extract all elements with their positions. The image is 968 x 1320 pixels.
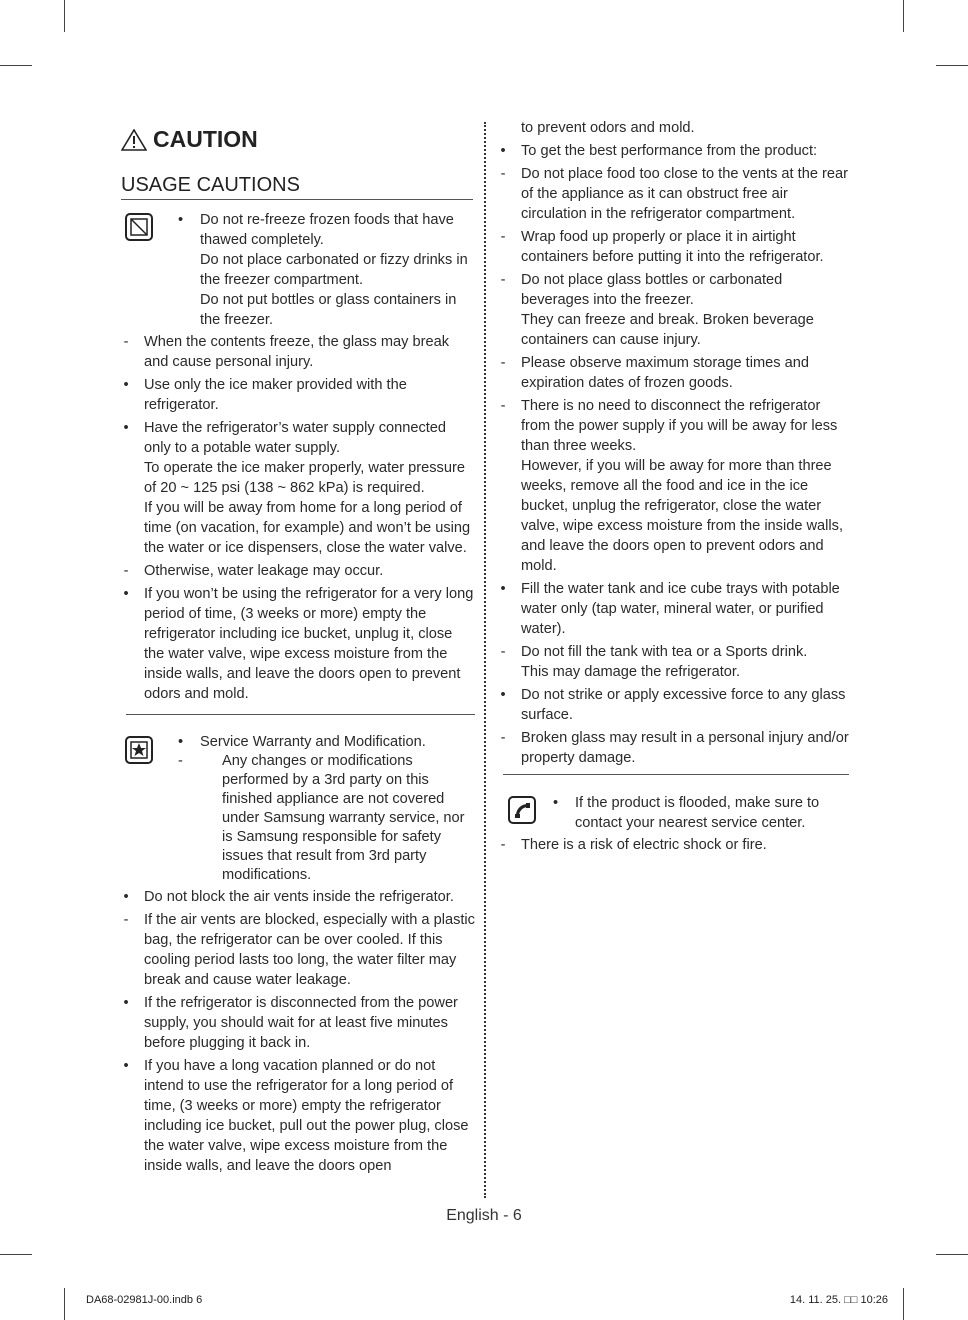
warranty-note xyxy=(120,733,475,885)
crop-mark xyxy=(0,65,32,66)
list-item: • If you won’t be using the refrigerator for a very long period of time, (3 weeks or more) empty the refrigerator including ice bucket, unplug it, close the water valve, wipe excess moisture from the inside walls, and leave the doors open to prevent odors and mold. xyxy=(123,586,474,702)
note-line: Service Warranty and Modification. xyxy=(200,734,426,750)
list-item: • Do not block the air vents inside the refrigerator. xyxy=(123,889,454,905)
list-item: - There is no need to disconnect the refrigerator from the power supply if you will be away for less than three weeks. xyxy=(500,398,838,454)
paragraph: This may damage the refrigerator. xyxy=(521,664,741,680)
list-item: • Have the refrigerator’s water supply connected only to a potable water supply. xyxy=(123,420,447,456)
note-line: Do not place carbonated or fizzy drinks in the freezer compartment. xyxy=(200,252,468,288)
section-title: USAGE CAUTIONS xyxy=(121,174,473,200)
note-line: Do not put bottles or glass containers in the freezer. xyxy=(200,292,457,328)
list-item: • To get the best performance from the product: xyxy=(500,143,818,159)
prohibition-note xyxy=(120,210,475,330)
note-line: If the product is flooded, make sure to contact your nearest service center. xyxy=(575,795,820,831)
note-line: Do not re-freeze frozen foods that have thawed completely. xyxy=(200,212,454,248)
list-item: - Do not place glass bottles or carbonated beverages into the freezer. xyxy=(500,272,783,308)
list-item: - Do not fill the tank with tea or a Sports drink. xyxy=(500,644,808,660)
paragraph: to prevent odors and mold. xyxy=(521,120,695,136)
list-item: • If you have a long vacation planned or do not intend to use the refrigerator for a long period of time, (3 weeks or more) empty the refrigerator including ice bucket, pull out the power plug, close the water valve, wipe excess moisture from the inside walls, and leave the doors open xyxy=(123,1058,469,1174)
crop-mark xyxy=(0,1254,32,1255)
file-imprint: DA68-02981J-00.indb 6 xyxy=(86,1294,203,1306)
separator xyxy=(503,774,849,775)
left-column xyxy=(120,210,475,1179)
bullet-mark: • xyxy=(553,795,559,811)
paragraph: They can freeze and break. Broken beverage containers can cause injury. xyxy=(521,312,814,348)
caution-heading xyxy=(121,126,258,153)
crop-mark xyxy=(903,0,904,32)
list-item: • Use only the ice maker provided with the refrigerator. xyxy=(123,377,407,413)
list-item: - Broken glass may result in a personal injury and/or property damage. xyxy=(500,730,849,766)
list-item: • Fill the water tank and ice cube trays with potable water only (tap water, mineral water, or purified water). xyxy=(500,581,840,637)
list-item: - When the contents freeze, the glass may break and cause personal injury. xyxy=(123,334,450,370)
separator xyxy=(126,714,475,715)
list-item: • If the refrigerator is disconnected from the power supply, you should wait for at least five minutes before plugging it back in. xyxy=(123,995,458,1051)
list-item: - Otherwise, water leakage may occur. xyxy=(123,563,384,579)
paragraph: If you will be away from home for a long period of time (on vacation, for example) and won’t be using the water or ice dispensers, close the water valve. xyxy=(144,500,471,556)
phone-icon xyxy=(507,795,537,825)
list-item: - If the air vents are blocked, especially with a plastic bag, the refrigerator can be over cooled. If this cooling period lasts too long, the water filter may break and cause water leakage. xyxy=(123,912,475,988)
list-item: - Do not place food too close to the vents at the rear of the appliance as it can obstruct free air circulation in the refrigerator compartment. xyxy=(500,166,848,222)
right-column xyxy=(497,118,849,858)
column-divider xyxy=(484,122,486,1198)
list-item: - Wrap food up properly or place it in airtight containers before putting it into the refrigerator. xyxy=(500,229,824,265)
crop-mark xyxy=(64,0,65,32)
date-imprint: 14. 11. 25. □□ 10:26 xyxy=(789,1294,888,1306)
list-item: • Do not strike or apply excessive force to any glass surface. xyxy=(500,687,846,723)
crop-mark xyxy=(903,1288,904,1320)
warning-triangle-icon xyxy=(121,129,147,151)
bullet-mark: • xyxy=(178,734,184,750)
star-note-icon xyxy=(124,735,154,765)
page-number: English - 6 xyxy=(446,1207,522,1224)
paragraph: To operate the ice maker properly, water pressure of 20 ~ 125 psi (138 ~ 862 kPa) is required. xyxy=(144,460,465,496)
list-item: - Please observe maximum storage times and expiration dates of frozen goods. xyxy=(500,355,809,391)
prohibition-icon xyxy=(124,212,154,242)
crop-mark xyxy=(64,1288,65,1320)
list-item: - There is a risk of electric shock or fire. xyxy=(500,837,767,853)
flood-note xyxy=(497,793,849,833)
bullet-mark: • xyxy=(178,212,184,228)
note-subitem: - Any changes or modifications performed by a 3rd party on this finished appliance are not covered under Samsung warranty service, nor is Samsung responsible for safety issues that result from 3rd party modifications. xyxy=(178,753,465,883)
caution-title: CAUTION xyxy=(153,126,258,152)
paragraph: However, if you will be away for more than three weeks, remove all the food and ice in the ice bucket, unplug the refrigerator, close the water valve, wipe excess moisture from the inside walls, and leave the doors open to prevent odors and mold. xyxy=(521,458,843,574)
crop-mark xyxy=(936,65,968,66)
crop-mark xyxy=(936,1254,968,1255)
